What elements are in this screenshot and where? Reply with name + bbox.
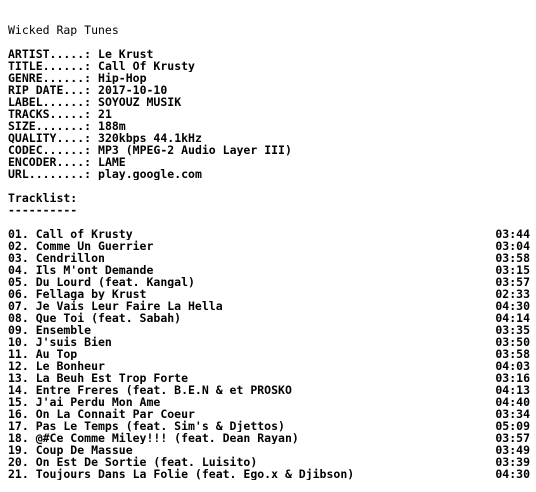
track-row xyxy=(8,420,530,432)
spacer xyxy=(8,36,530,48)
track-row xyxy=(8,468,530,480)
track-name: 06. Fellaga by Krust xyxy=(8,288,147,300)
track-row xyxy=(8,384,530,396)
meta-row xyxy=(8,72,530,84)
meta-row xyxy=(8,156,530,168)
track-row xyxy=(8,324,530,336)
track-name: 15. J'ai Perdu Mon Ame xyxy=(8,396,161,408)
track-duration: 03:39 xyxy=(495,455,530,469)
meta-row xyxy=(8,84,530,96)
track-name: 07. Je Vais Leur Faire La Hella xyxy=(8,300,223,312)
track-name: 19. Coup De Massue xyxy=(8,444,133,456)
track-duration: 03:04 xyxy=(495,239,530,253)
meta-key: URL........: xyxy=(8,168,92,180)
track-row xyxy=(8,348,530,360)
tracklist-rule: ---------- xyxy=(8,204,78,216)
meta-key: ARTIST.....: xyxy=(8,48,92,60)
track-duration: 03:15 xyxy=(495,263,530,277)
meta-value: Call Of Krusty xyxy=(98,60,195,72)
meta-row xyxy=(8,168,530,180)
meta-value: 320kbps 44.1kHz xyxy=(98,132,202,144)
track-row xyxy=(8,444,530,456)
track-row xyxy=(8,252,530,264)
track-name: 03. Cendrillon xyxy=(8,252,105,264)
tracklist xyxy=(8,228,530,480)
track-duration: 03:58 xyxy=(495,347,530,361)
track-duration: 03:16 xyxy=(495,371,530,385)
track-duration: 03:50 xyxy=(495,335,530,349)
track-duration: 04:14 xyxy=(495,311,530,325)
meta-key: RIP DATE...: xyxy=(8,84,92,96)
nfo-document xyxy=(8,24,530,480)
meta-key: QUALITY....: xyxy=(8,132,92,144)
track-name: 09. Ensemble xyxy=(8,324,92,336)
track-row xyxy=(8,240,530,252)
track-row xyxy=(8,360,530,372)
meta-row xyxy=(8,132,530,144)
track-row xyxy=(8,408,530,420)
meta-key: GENRE......: xyxy=(8,72,92,84)
meta-row xyxy=(8,96,530,108)
track-name: 14. Entre Freres (feat. B.E.N & et PROSKO xyxy=(8,384,292,396)
track-row xyxy=(8,228,530,240)
meta-row xyxy=(8,48,530,60)
tracklist-heading: Tracklist: xyxy=(8,192,78,204)
meta-value: Hip-Hop xyxy=(98,72,147,84)
track-name: 13. La Beuh Est Trop Forte xyxy=(8,372,189,384)
track-row xyxy=(8,432,530,444)
track-name: 02. Comme Un Guerrier xyxy=(8,240,154,252)
track-row xyxy=(8,276,530,288)
track-duration: 05:09 xyxy=(495,419,530,433)
meta-value: SOYOUZ MUSIK xyxy=(98,96,182,108)
spacer xyxy=(8,216,530,228)
meta-key: TRACKS.....: xyxy=(8,108,92,120)
track-duration: 04:30 xyxy=(495,467,530,481)
track-duration: 04:03 xyxy=(495,359,530,373)
track-name: 21. Toujours Dans La Folie (feat. Ego.x & Djibson) xyxy=(8,468,355,480)
track-duration: 04:40 xyxy=(495,395,530,409)
meta-value: 2017-10-10 xyxy=(98,84,168,96)
track-duration: 04:13 xyxy=(495,383,530,397)
track-name: 04. Ils M'ont Demande xyxy=(8,264,154,276)
meta-row xyxy=(8,108,530,120)
meta-row xyxy=(8,60,530,72)
release-metadata xyxy=(8,48,530,180)
track-name: 10. J'suis Bien xyxy=(8,336,112,348)
track-row xyxy=(8,264,530,276)
track-duration: 03:44 xyxy=(495,227,530,241)
track-row xyxy=(8,336,530,348)
track-name: 16. On La Connait Par Coeur xyxy=(8,408,195,420)
track-name: 17. Pas Le Temps (feat. Sim's & Djettos) xyxy=(8,420,285,432)
meta-value: MP3 (MPEG-2 Audio Layer III) xyxy=(98,144,292,156)
meta-key: CODEC......: xyxy=(8,144,92,156)
track-duration: 03:49 xyxy=(495,443,530,457)
track-duration: 03:58 xyxy=(495,251,530,265)
track-name: 08. Que Toi (feat. Sabah) xyxy=(8,312,182,324)
meta-value: LAME xyxy=(98,156,126,168)
track-name: 18. @#Ce Comme Miley!!! (feat. Dean Rayan) xyxy=(8,432,299,444)
track-duration: 02:33 xyxy=(495,287,530,301)
track-duration: 04:30 xyxy=(495,299,530,313)
meta-value: 188m xyxy=(98,120,126,132)
spacer xyxy=(8,180,530,192)
track-name: 05. Du Lourd (feat. Kangal) xyxy=(8,276,195,288)
meta-key: SIZE.......: xyxy=(8,120,92,132)
track-row xyxy=(8,300,530,312)
meta-key: ENCODER....: xyxy=(8,156,92,168)
meta-key: TITLE......: xyxy=(8,60,92,72)
track-row xyxy=(8,312,530,324)
track-name: 12. Le Bonheur xyxy=(8,360,105,372)
meta-value: 21 xyxy=(98,108,112,120)
track-duration: 03:57 xyxy=(495,431,530,445)
track-name: 20. On Est De Sortie (feat. Luisito) xyxy=(8,456,258,468)
track-duration: 03:35 xyxy=(495,323,530,337)
meta-value: play.google.com xyxy=(98,168,202,180)
track-row xyxy=(8,288,530,300)
track-name: 11. Au Top xyxy=(8,348,78,360)
track-row xyxy=(8,396,530,408)
track-duration: 03:57 xyxy=(495,275,530,289)
meta-row xyxy=(8,120,530,132)
meta-key: LABEL......: xyxy=(8,96,92,108)
track-row xyxy=(8,456,530,468)
document-title: Wicked Rap Tunes xyxy=(8,24,119,36)
track-duration: 03:34 xyxy=(495,407,530,421)
track-row xyxy=(8,372,530,384)
track-name: 01. Call of Krusty xyxy=(8,228,133,240)
meta-value: Le Krust xyxy=(98,48,154,60)
meta-row xyxy=(8,144,530,156)
